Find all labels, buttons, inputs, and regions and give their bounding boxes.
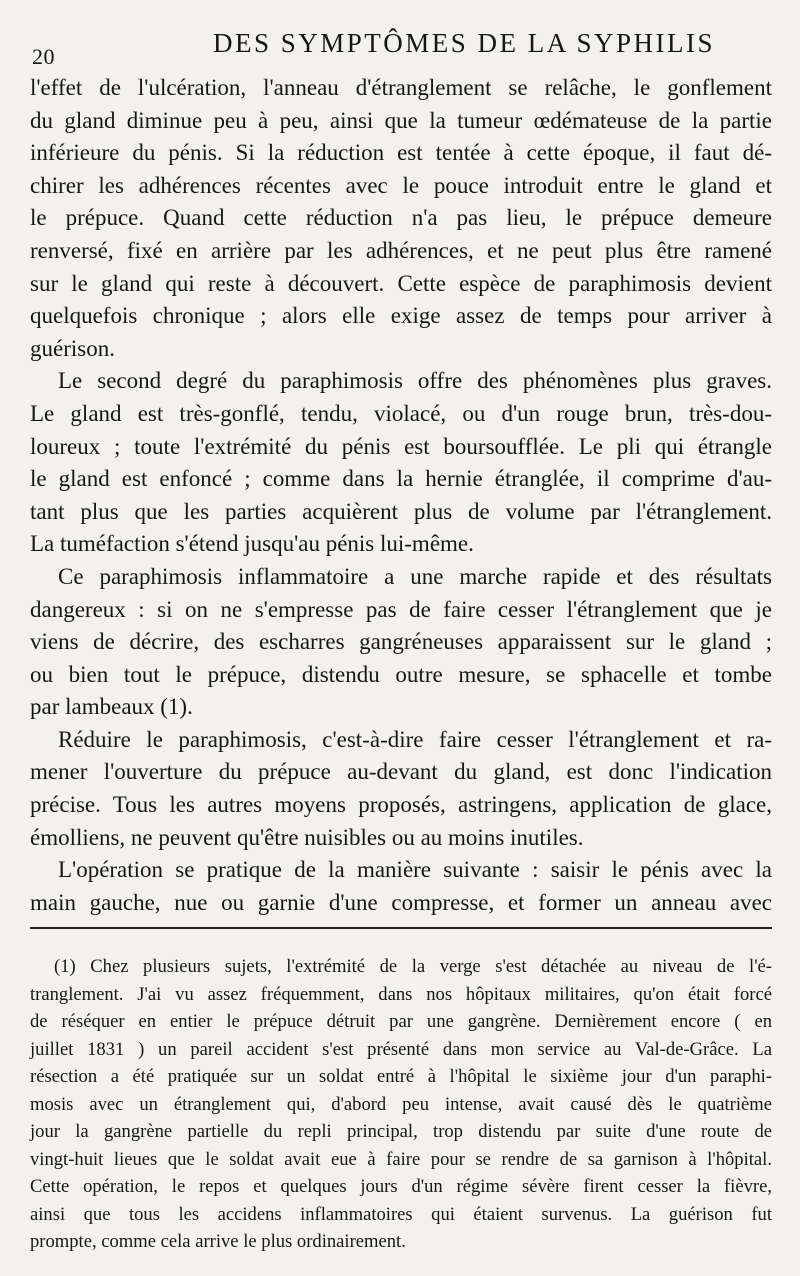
text-line: le prépuce. Quand cette réduction n'a pas lieu, le prépuce demeure (30, 205, 772, 231)
text-line: main gauche, nue ou garnie d'une compresse, et former un anneau avec (30, 889, 772, 915)
paragraph (30, 72, 772, 365)
paragraph (30, 724, 772, 854)
text-line: par lambeaux (1). (30, 694, 193, 720)
text-line: viens de décrire, des escharres gangréneuses apparaissent sur le gland ; (30, 629, 772, 655)
footnote-line: tranglement. J'ai vu assez fréquemment, dans nos hôpitaux militaires, qu'on était forcé (30, 983, 772, 1005)
text-line: La tuméfaction s'étend jusqu'au pénis lui-même. (30, 531, 474, 557)
text-line: Ce paraphimosis inflammatoire a une marche rapide et des résultats (58, 563, 772, 589)
footnote-line: (1) Chez plusieurs sujets, l'extrémité de la verge s'est détachée au niveau de l'é- (54, 956, 772, 977)
text-line: Le second degré du paraphimosis offre des phénomènes plus graves. (58, 368, 772, 394)
footnote-line: prompte, comme cela arrive le plus ordinairement. (30, 1231, 406, 1252)
main-text (30, 72, 772, 919)
text-line: guérison. (30, 335, 115, 361)
text-line: l'effet de l'ulcération, l'anneau d'étranglement se relâche, le gonflement (30, 75, 772, 100)
page-number: 20 (32, 44, 55, 69)
text-line: ou bien tout le prépuce, distendu outre mesure, se sphacelle et tombe (30, 661, 772, 687)
text-line: L'opération se pratique de la manière suivante : saisir le pénis avec la (58, 857, 772, 883)
footnote-line: ainsi que tous les accidens inflammatoires qui étaient survenus. La guérison fut (30, 1203, 772, 1225)
footnote (30, 953, 772, 1256)
paragraph (30, 854, 772, 919)
text-line: émolliens, ne peuvent qu'être nuisibles ou au moins inutiles. (30, 824, 584, 850)
page-header (28, 22, 770, 69)
text-line: quelquefois chronique ; alors elle exige assez de temps pour arriver à (30, 303, 772, 329)
text-line: inférieure du pénis. Si la réduction est tentée à cette époque, il faut dé- (30, 140, 772, 166)
footnote-line: résection a été pratiquée sur un soldat entré à l'hôpital le sixième jour d'un paraphi- (30, 1066, 772, 1087)
text-line: tant plus que les parties acquièrent plus de volume par l'étranglement. (30, 498, 772, 524)
paragraph (30, 365, 772, 561)
paragraph (30, 561, 772, 724)
footnote-separator (30, 927, 772, 929)
text-line: chirer les adhérences récentes avec le pouce introduit entre le gland et (30, 172, 772, 198)
text-line: sur le gland qui reste à découvert. Cette espèce de paraphimosis devient (30, 270, 772, 296)
footnote-line: juillet 1831 ) un pareil accident s'est présenté dans mon service au Val-de-Grâce. La (30, 1038, 772, 1060)
footnote-line: de réséquer en entier le prépuce détruit par une gangrène. Dernièrement encore ( en (30, 1011, 772, 1032)
text-line: du gland diminue peu à peu, ainsi que la tumeur œdémateuse de la partie (30, 107, 772, 133)
text-line: le gland est enfoncé ; comme dans la hernie étranglée, il comprime d'au- (30, 466, 772, 492)
running-title: DES SYMPTÔMES DE LA SYPHILIS (212, 28, 716, 58)
footnote-line: vingt-huit lieues que le soldat avait eue à faire pour se rendre de sa garnison à l'hôpital. (30, 1148, 772, 1170)
text-line: Le gland est très-gonflé, tendu, violacé, ou d'un rouge brun, très-dou- (30, 400, 772, 426)
text-line: dangereux : si on ne s'empresse pas de faire cesser l'étranglement que je (30, 596, 772, 622)
text-line: mener l'ouverture du prépuce au-devant du gland, est donc l'indication (30, 759, 772, 785)
text-line: Réduire le paraphimosis, c'est-à-dire faire cesser l'étranglement et ra- (58, 726, 772, 752)
text-line: renversé, fixé en arrière par les adhérences, et ne peut plus être ramené (30, 237, 772, 263)
text-line: loureux ; toute l'extrémité du pénis est boursoufflée. Le pli qui étrangle (30, 433, 772, 459)
footnote-line: mosis avec un étranglement qui, d'abord peu intense, avait causé dès le quatrième (30, 1093, 772, 1115)
text-line: précise. Tous les autres moyens proposés, astringens, application de glace, (30, 792, 772, 818)
footnote-line: Cette opération, le repos et quelques jours d'un régime sévère firent cesser la fièvre, (30, 1176, 772, 1197)
footnote-line: jour la gangrène partielle du repli principal, trop distendu par suite d'une route de (30, 1121, 772, 1142)
